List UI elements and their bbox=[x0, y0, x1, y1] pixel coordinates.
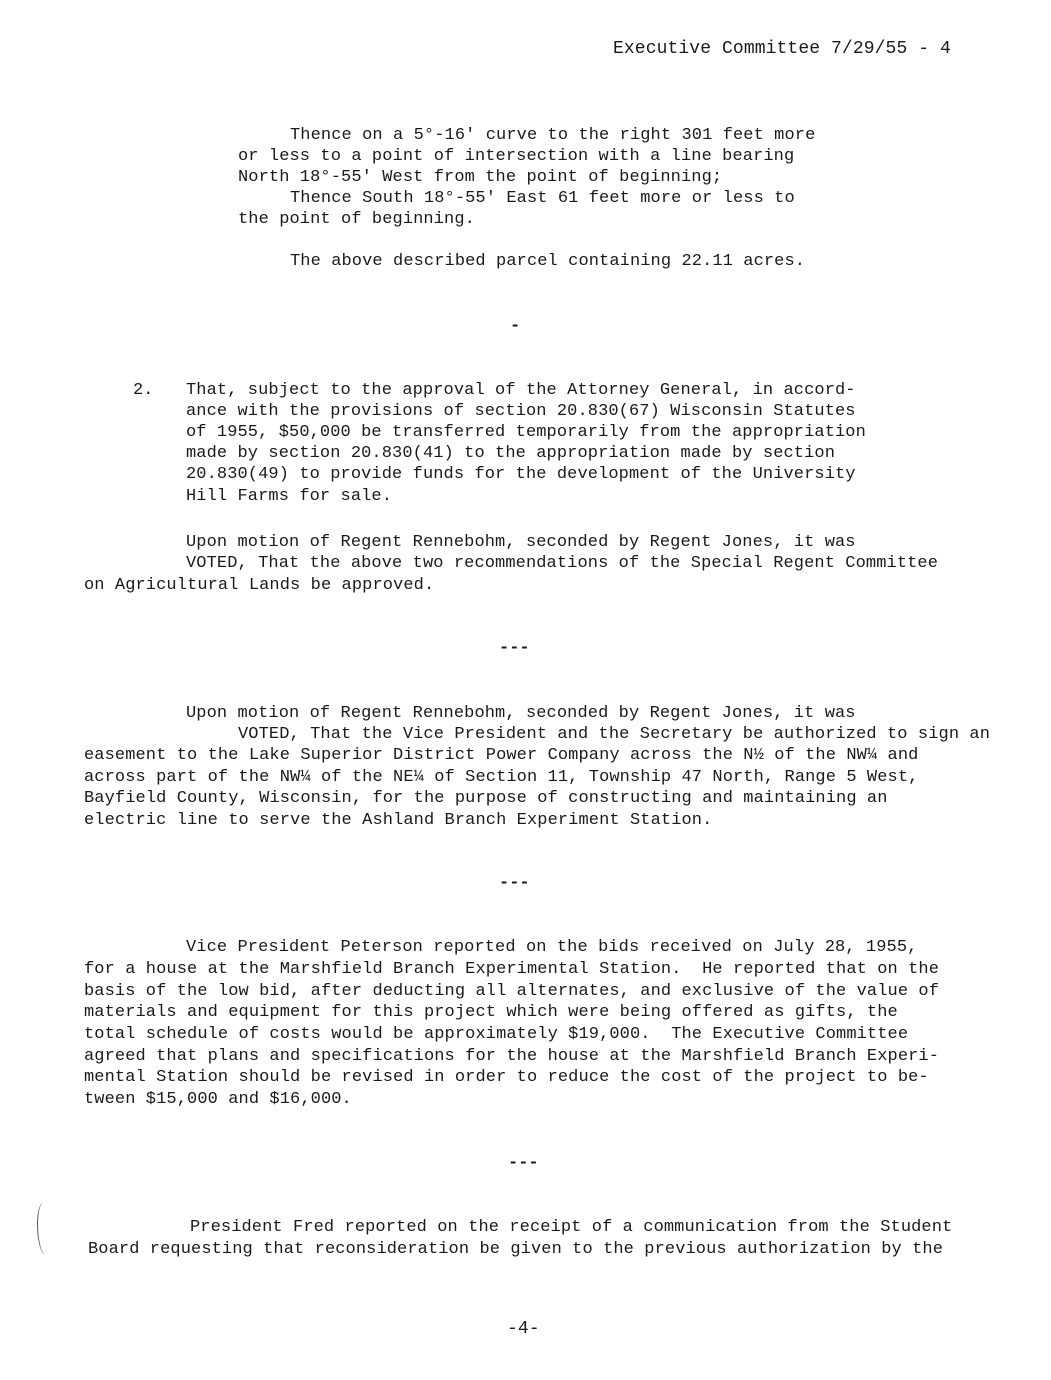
motion-line: Upon motion of Regent Rennebohm, seconded by Regent Jones, it was bbox=[186, 533, 856, 552]
margin-pencil-mark bbox=[37, 1203, 52, 1255]
report-line: materials and equipment for this project which were being offered as gifts, the bbox=[84, 1003, 898, 1022]
president-line: Board requesting that reconsideration be given to the previous authorization by the bbox=[88, 1240, 944, 1259]
parcel-line: the point of beginning. bbox=[238, 210, 475, 229]
section-divider: --- bbox=[508, 1154, 539, 1173]
item-line: That, subject to the approval of the Attorney General, in accord- bbox=[186, 381, 856, 400]
page-header: Executive Committee 7/29/55 - 4 bbox=[613, 39, 951, 59]
motion-line: across part of the NW¼ of the NE¼ of Section 11, Township 47 North, Range 5 West, bbox=[84, 768, 919, 787]
motion-line: electric line to serve the Ashland Branch Experiment Station. bbox=[84, 811, 713, 830]
report-line: Vice President Peterson reported on the bids received on July 28, 1955, bbox=[186, 938, 918, 957]
report-line: mental Station should be revised in order to reduce the cost of the project to be- bbox=[84, 1068, 929, 1087]
item-line: Hill Farms for sale. bbox=[186, 487, 393, 506]
report-line: tween $15,000 and $16,000. bbox=[84, 1090, 352, 1109]
item-line: of 1955, $50,000 be transferred temporarily from the appropriation bbox=[186, 423, 866, 442]
parcel-line: North 18°-55' West from the point of beginning; bbox=[238, 168, 723, 187]
report-line: total schedule of costs would be approximately $19,000. The Executive Committee bbox=[84, 1025, 909, 1044]
motion-line: VOTED, That the Vice President and the Secretary be authorized to sign an bbox=[238, 725, 991, 744]
section-divider: --- bbox=[499, 639, 530, 658]
motion-line: Bayfield County, Wisconsin, for the purpose of constructing and maintaining an bbox=[84, 789, 888, 808]
report-line: for a house at the Marshfield Branch Experimental Station. He reported that on the bbox=[84, 960, 940, 979]
parcel-line: Thence on a 5°-16' curve to the right 301 feet more bbox=[290, 126, 816, 145]
page-number: -4- bbox=[507, 1319, 540, 1339]
parcel-area: The above described parcel containing 22.11 acres. bbox=[290, 252, 806, 271]
item-line: ance with the provisions of section 20.830(67) Wisconsin Statutes bbox=[186, 402, 856, 421]
report-line: basis of the low bid, after deducting all alternates, and exclusive of the value of bbox=[84, 982, 940, 1001]
item-number: 2. bbox=[133, 381, 154, 400]
item-line: made by section 20.830(41) to the appropriation made by section bbox=[186, 444, 836, 463]
report-line: agreed that plans and specifications for the house at the Marshfield Branch Experi- bbox=[84, 1047, 940, 1066]
parcel-line: Thence South 18°-55' East 61 feet more or less to bbox=[290, 189, 795, 208]
motion-line: on Agricultural Lands be approved. bbox=[84, 576, 435, 595]
section-divider: - bbox=[510, 317, 521, 336]
item-line: 20.830(49) to provide funds for the development of the University bbox=[186, 465, 856, 484]
motion-line: easement to the Lake Superior District Power Company across the N½ of the NW¼ and bbox=[84, 746, 919, 765]
section-divider: --- bbox=[499, 874, 530, 893]
motion-line: VOTED, That the above two recommendations of the Special Regent Committee bbox=[186, 554, 939, 573]
parcel-line: or less to a point of intersection with a line bearing bbox=[238, 147, 795, 166]
president-line: President Fred reported on the receipt of a communication from the Student bbox=[190, 1218, 953, 1237]
motion-line: Upon motion of Regent Rennebohm, seconded by Regent Jones, it was bbox=[186, 704, 856, 723]
